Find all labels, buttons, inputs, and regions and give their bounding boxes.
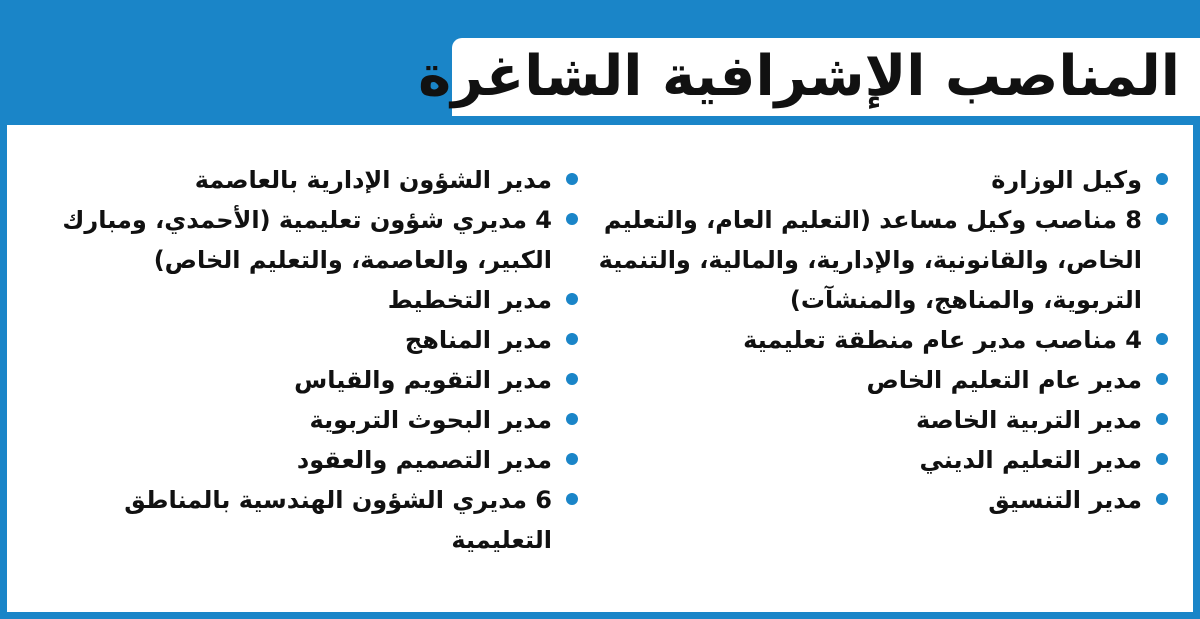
bullet-dot-icon [1156, 493, 1168, 505]
list-item-text: مدير التنسيق [988, 486, 1142, 514]
bullet-dot-icon [1156, 333, 1168, 345]
list-item-text: 8 مناصب وكيل مساعد (التعليم العام، والتعليم الخاص، والقانونية، والإدارية، والمالية، والتنمية التربوية، والمناهج، والمنشآت) [598, 206, 1142, 314]
list-item-text: وكيل الوزارة [991, 166, 1142, 194]
list-item [20, 360, 580, 400]
title-box [418, 38, 1200, 116]
list-item-text: مدير عام التعليم الخاص [866, 366, 1142, 394]
list-item-text: مدير التعليم الديني [919, 446, 1142, 474]
list-item-text: 4 مديري شؤون تعليمية (الأحمدي، ومبارك الكبير، والعاصمة، والتعليم الخاص) [62, 206, 552, 274]
bullet-dot-icon [566, 173, 578, 185]
page-title: المناصب الإشرافية الشاغرة [418, 44, 1180, 109]
list-item [20, 440, 580, 480]
bullet-dot-icon [1156, 373, 1168, 385]
list-item [20, 200, 580, 280]
list-item [590, 360, 1170, 400]
list-item [20, 280, 580, 320]
list-item [590, 440, 1170, 480]
list-item [20, 320, 580, 360]
list-item [590, 200, 1170, 320]
list-item-text: 6 مديري الشؤون الهندسية بالمناطق التعليمية [124, 486, 552, 554]
bullet-dot-icon [566, 373, 578, 385]
bullet-dot-icon [566, 493, 578, 505]
list-item-text: مدير الشؤون الإدارية بالعاصمة [194, 166, 552, 194]
list-item-text: مدير البحوث التربوية [309, 406, 552, 434]
list-item [20, 400, 580, 440]
header-band [0, 0, 1200, 125]
bullet-dot-icon [566, 293, 578, 305]
bullet-dot-icon [566, 333, 578, 345]
list-item [20, 160, 580, 200]
list-item [590, 400, 1170, 440]
bullet-dot-icon [1156, 413, 1168, 425]
bullet-dot-icon [1156, 173, 1168, 185]
bullet-dot-icon [566, 213, 578, 225]
list-item [590, 160, 1170, 200]
list-item-text: مدير التربية الخاصة [916, 406, 1142, 434]
list-item [590, 480, 1170, 520]
list-item [590, 320, 1170, 360]
right-column-list [590, 160, 1170, 520]
list-item-text: مدير التخطيط [387, 286, 552, 314]
list-item [20, 480, 580, 560]
bullet-dot-icon [566, 453, 578, 465]
left-column-list [20, 160, 580, 560]
list-item-text: 4 مناصب مدير عام منطقة تعليمية [743, 326, 1142, 354]
bullet-dot-icon [1156, 453, 1168, 465]
bullet-dot-icon [566, 413, 578, 425]
list-item-text: مدير التقويم والقياس [294, 366, 552, 394]
list-item-text: مدير المناهج [404, 326, 552, 354]
bullet-dot-icon [1156, 213, 1168, 225]
list-item-text: مدير التصميم والعقود [296, 446, 552, 474]
